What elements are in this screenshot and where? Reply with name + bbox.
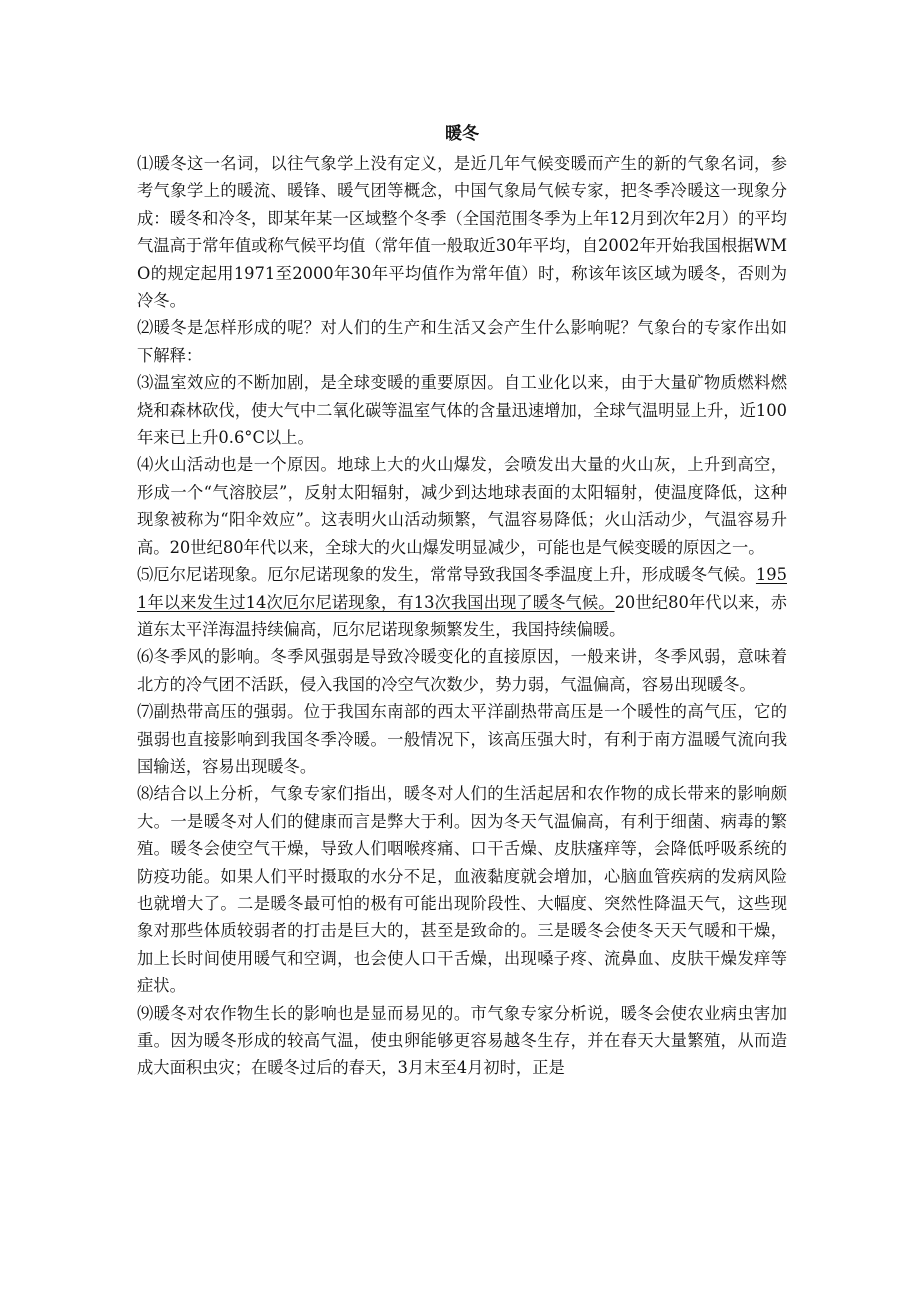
paragraph-9: ⑼暖冬对农作物生长的影响也是显而易见的。市气象专家分析说，暖冬会使农业病虫害加重。因为暖冬形成的较高气温，使虫卵能够更容易越冬生存，并在春天大量繁殖，从而造成大面积虫灾；在暖冬过后的春天，3月末至4月初时，正是 (137, 1003, 787, 1078)
paragraph-2: ⑵暖冬是怎样形成的呢？对人们的生产和生活又会产生什么影响呢？气象台的专家作出如下解释： (137, 318, 787, 365)
paragraph-1: ⑴暖冬这一名词，以往气象学上没有定义，是近几年气候变暖而产生的新的气象名词，参考气象学上的暖流、暖锋、暖气团等概念，中国气象局气候专家，把冬季冷暖这一现象分成：暖冬和冷冬，即某年某一区域整个冬季（全国范围冬季为上年12月到次年2月）的平均气温高于常年值或称气候平均值（常年值一般取近30年平均，自2002年开始我国根据WMO的规定起用1971至2000年30年平均值作为常年值）时，称该年该区域为暖冬，否则为冷冬。 (137, 154, 787, 311)
document-title: 暖冬 (445, 124, 479, 144)
paragraph-7: ⑺副热带高压的强弱。位于我国东南部的西太平洋副热带高压是一个暖性的高气压，它的强弱也直接影响到我国冬季冷暖。一般情况下，该高压强大时，有利于南方温暖气流向我国输送，容易出现暖冬。 (137, 702, 787, 776)
paragraph-5-intro: ⑸厄尔尼诺现象。厄尔尼诺现象的发生，常常导致我国冬季温度上升，形成暖冬气候。 (137, 565, 756, 585)
paragraph-4: ⑷火山活动也是一个原因。地球上大的火山爆发，会喷发出大量的火山灰，上升到高空，形成一个“气溶胶层”，反射太阳辐射，减少到达地球表面的太阳辐射，使温度降低，这种现象被称为“阳伞效应”。这表明火山活动频繁，气温容易降低；火山活动少，气温容易升高。20世纪80年代以来，全球大的火山爆发明显减少，可能也是气候变暖的原因之一。 (137, 455, 787, 557)
paragraph-3: ⑶温室效应的不断加剧，是全球变暖的重要原因。自工业化以来，由于大量矿物质燃料燃烧和森林砍伐，使大气中二氧化碳等温室气体的含量迅速增加，全球气温明显上升，近100年来已上升0.6°C以上。 (137, 373, 787, 448)
paragraph-8: ⑻结合以上分析，气象专家们指出，暖冬对人们的生活起居和农作物的成长带来的影响颇大。一是暖冬对人们的健康而言是弊大于利。因为冬天气温偏高，有利于细菌、病毒的繁殖。暖冬会使空气干燥，导致人们咽喉疼痛、口干舌燥、皮肤瘙痒等，会降低呼吸系统的防疫功能。如果人们平时摄取的水分不足，血液黏度就会增加，心脑血管疾病的发病风险也就增大了。二是暖冬最可怕的极有可能出现阶段性、大幅度、突然性降温天气，这些现象对那些体质较弱者的打击是巨大的，甚至是致命的。三是暖冬会使冬天天气暖和干燥，加上长时间使用暖气和空调，也会使人口干舌燥，出现嗓子疼、流鼻血、皮肤干燥发痒等症状。 (137, 784, 787, 996)
paragraph-5-underlined-sentence: 1951年以来发生过14次厄尔尼诺现象，有13次我国出现了暖冬气候。 (137, 565, 787, 612)
document-page (137, 120, 787, 1082)
paragraph-6: ⑹冬季风的影响。冬季风强弱是导致冷暖变化的直接原因，一般来讲，冬季风弱，意味着北方的冷气团不活跃，侵入我国的冷空气次数少，势力弱，气温偏高，容易出现暖冬。 (137, 647, 787, 694)
paragraph-5 (137, 561, 787, 643)
paragraph-5-rest: 20世纪80年代以来，赤道东太平洋海温持续偏高，厄尔尼诺现象频繁发生，我国持续偏暖。 (137, 592, 788, 639)
